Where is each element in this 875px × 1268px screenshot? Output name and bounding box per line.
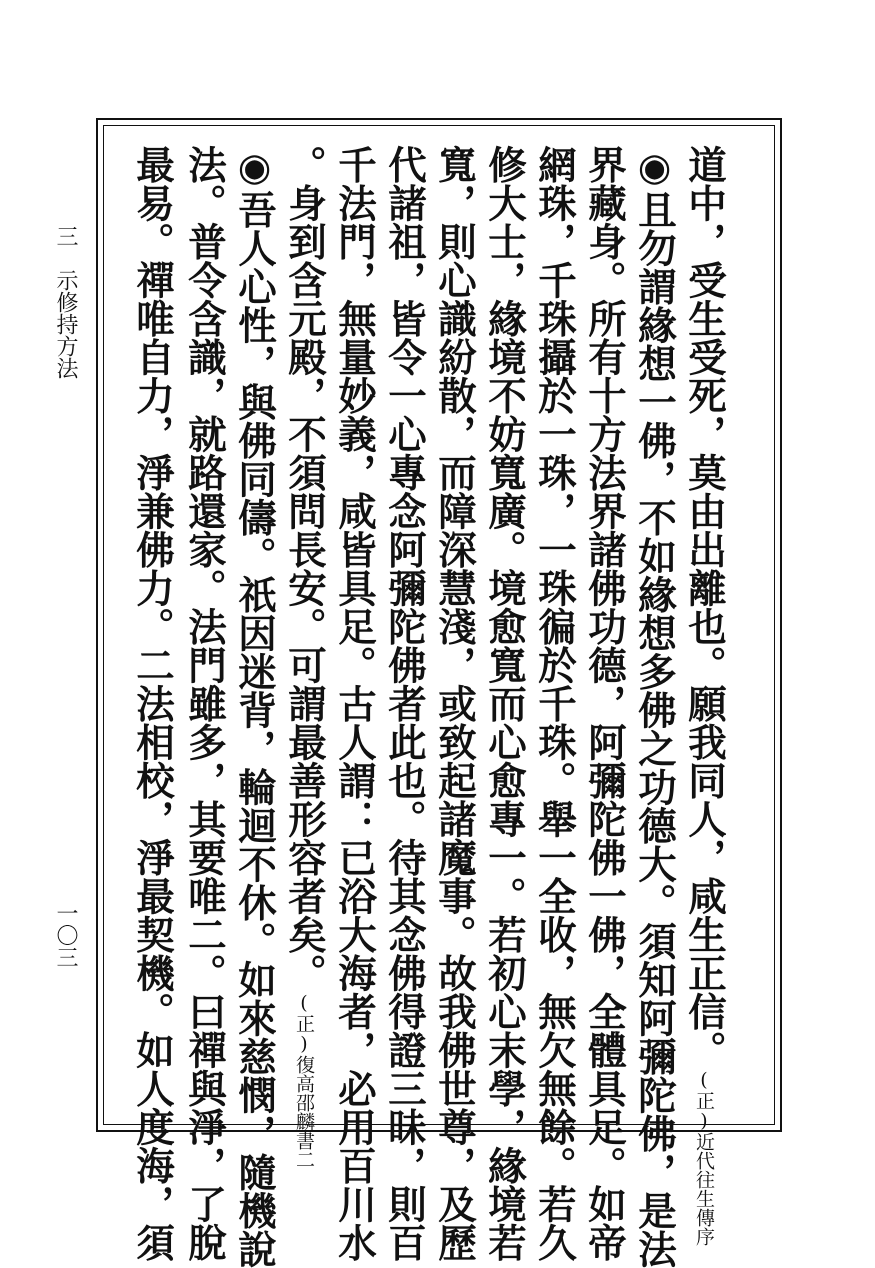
text-column-8 (330, 145, 378, 1262)
text-column-1 (680, 145, 728, 1246)
source-note: (正)復高邵麟書二 (293, 992, 315, 1169)
column-text: 界藏身。所有十方法界諸佛功德，阿彌陀佛一佛，全體具足。如帝 (582, 145, 627, 1262)
column-text: ◉且勿謂緣想一佛，不如緣想多佛之功德大。須知阿彌陀佛，是法 (632, 145, 677, 1268)
chapter-title: 三 示修持方法 (53, 225, 78, 379)
column-text: 法。普令含識，就路還家。法門雖多，其要唯二。曰禪與淨，了脫 (182, 145, 227, 1262)
column-text: 代諸祖，皆令一心專念阿彌陀佛者此也。待其念佛得證三昧，則百 (382, 145, 427, 1262)
text-column-5 (480, 145, 528, 1262)
column-text: 寬，則心識紛散，而障深慧淺，或致起諸魔事。故我佛世尊，及歷 (432, 145, 477, 1262)
text-column-11 (180, 145, 228, 1262)
column-text: 千法門，無量妙義，咸皆具足。古人謂：已浴大海者，必用百川水 (332, 145, 377, 1262)
page-number: 一〇三 (53, 902, 78, 968)
text-column-9 (280, 145, 328, 1169)
column-text: 道中，受生受死，莫由出離也。願我同人，咸生正信。 (682, 145, 727, 1069)
source-note: (正)近代往生傳序 (693, 1069, 715, 1246)
text-column-12 (128, 145, 176, 1262)
text-column-6 (430, 145, 478, 1262)
text-column-3 (580, 145, 628, 1262)
text-column-10 (230, 145, 278, 1268)
column-text: 最易。禪唯自力，淨兼佛力。二法相校，淨最契機。如人度海，須 (130, 145, 175, 1262)
column-text: 。身到含元殿，不須問長安。可謂最善形容者矣。 (282, 145, 327, 992)
text-column-7 (380, 145, 428, 1262)
column-text: 修大士，緣境不妨寬廣。境愈寬而心愈專一。若初心末學，緣境若 (482, 145, 527, 1262)
column-text: 網珠，千珠攝於一珠，一珠徧於千珠。舉一全收，無欠無餘。若久 (532, 145, 577, 1262)
text-column-4 (530, 145, 578, 1262)
text-column-2 (630, 145, 678, 1268)
column-text: ◉吾人心性，與佛同儔。祇因迷背，輪迴不休。如來慈憫，隨機說 (232, 145, 277, 1268)
